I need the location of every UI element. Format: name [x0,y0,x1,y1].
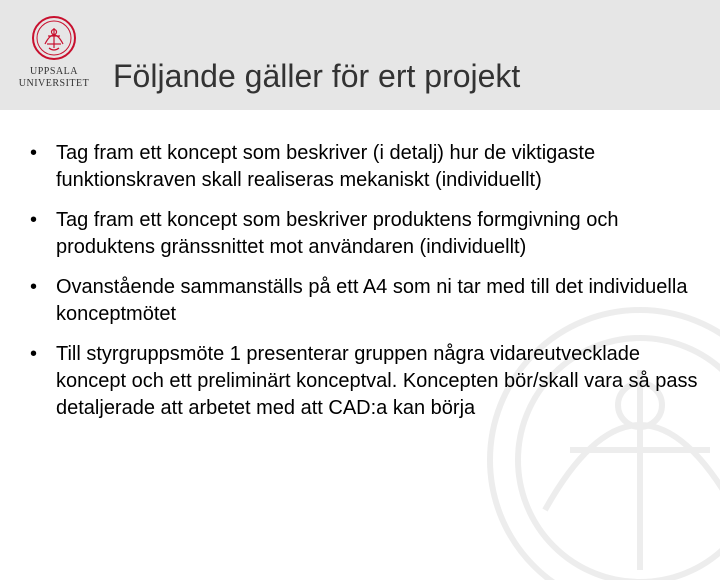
bullet-item [30,341,700,422]
bullet-text: Ovanstående sammanställs på ett A4 som ni tar med till det individuella konceptmötet [56,276,688,325]
bullet-text: Till styrgruppsmöte 1 presenterar gruppen några vidareutvecklade koncept och ett preliminärt konceptval. Koncepten bör/skall vara så pass detaljerade att arbetet med att CAD:a kan börja [56,343,698,419]
bullet-item [30,274,700,328]
bullet-marker: • [30,343,38,365]
bullet-marker: • [30,276,38,298]
university-seal-icon [31,14,77,62]
logo-line-1: UPPSALA [30,66,78,77]
logo-line-2: UNIVERSITET [18,78,90,89]
slide-title: Följande gäller för ert projekt [113,58,521,94]
slide-header [0,0,720,110]
bullet-text: Tag fram ett koncept som beskriver produktens formgivning och produktens gränssnittet mot användaren (individuellt) [56,209,619,258]
bullet-marker: • [30,142,38,164]
bullet-marker: • [30,209,38,231]
bullet-item [30,140,700,194]
bullet-list [30,140,700,435]
uppsala-university-logo [14,14,94,94]
bullet-text: Tag fram ett koncept som beskriver (i detalj) hur de viktigaste funktionskraven skall realiseras mekaniskt (individuellt) [56,142,596,191]
logo-wordmark [14,66,94,90]
bullet-item [30,207,700,261]
